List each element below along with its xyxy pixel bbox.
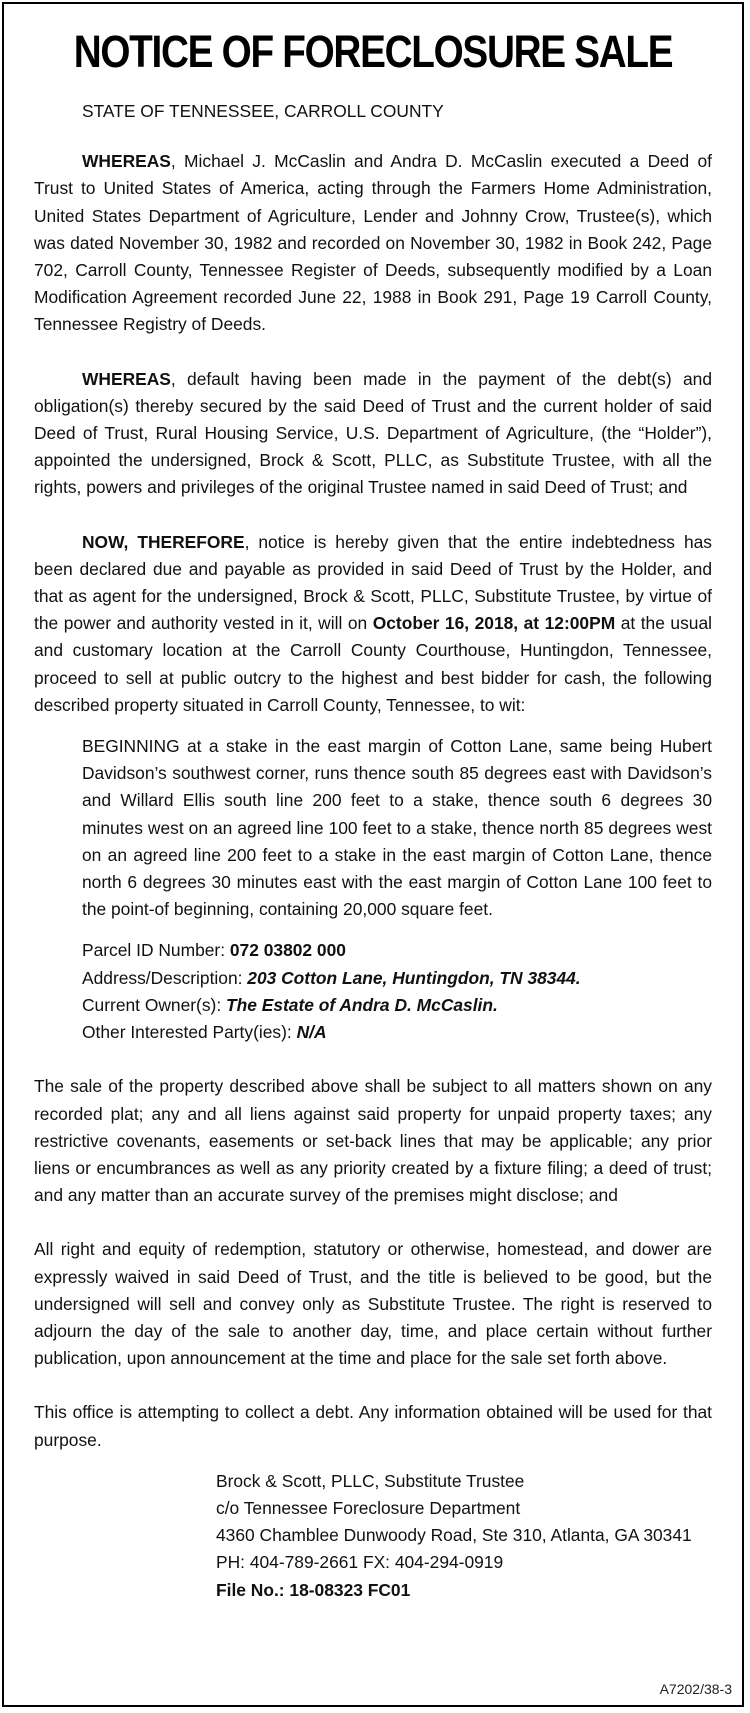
redemption-paragraph: All right and equity of redemption, statutory or otherwise, homestead, and dower are expressly waived in said Deed of Trust, and the title is believed to be good, but the undersigned will sell and convey only as Substitute Trustee. The right is reserved to adjourn the day of the sale to another day, time, and place certain without further publication, upon announcement at the time and place for the sale set forth above. [34, 1239, 712, 1369]
state-county-line: STATE OF TENNESSEE, CARROLL COUNTY [82, 101, 444, 121]
parcel-id-value: 072 03802 000 [229, 940, 346, 961]
now-therefore-text-b: at the usual and customary location at the Carroll County Courthouse, Huntingdon, Tennessee, proceed to sell at public outcry to the highest and best bidder for cash, the following described property situated in Carroll County, Tennessee, to wit: [34, 613, 712, 715]
whereas-paragraph-2 [34, 366, 712, 502]
whereas-paragraph-1 [34, 148, 712, 338]
other-party-label: Other Interested Party(ies): [82, 1022, 297, 1043]
ad-code: A7202/38-3 [659, 1681, 732, 1697]
trustee-signature-block [216, 1468, 712, 1604]
owner-value: The Estate of Andra D. McCaslin. [225, 994, 498, 1015]
parcel-id-label: Parcel ID Number: [82, 940, 230, 961]
sale-subject-paragraph: The sale of the property described above shall be subject to all matters shown on any recorded plat; any and all liens against said property for unpaid property taxes; any restrictive covenants, easements or set-back lines that may be applicable; any prior liens or encumbrances as well as any priority created by a fixture filing; a deed of trust; and any matter than an accurate survey of the premises might disclose; and [34, 1076, 712, 1206]
file-number: File No.: 18-08323 FC01 [216, 1579, 411, 1600]
trustee-phone-fax: PH: 404-789-2661 FX: 404-294-0919 [216, 1552, 504, 1573]
whereas-text-2: , default having been made in the payment of the debt(s) and obligation(s) thereby secured by the said Deed of Trust and the current holder of said Deed of Trust, Rural Housing Service, U.S. Department of Agriculture, (the “Holder”), appointed the undersigned, Brock & Scott, PLLC, as Substitute Trustee, with all the rights, powers and privileges of the original Trustee named in said Deed of Trust; and [34, 368, 712, 498]
owner-label: Current Owner(s): [82, 994, 226, 1015]
now-therefore-paragraph [34, 529, 712, 719]
other-party-value: N/A [296, 1022, 327, 1043]
now-therefore-text-a: , notice is hereby given that the entire indebtedness has been declared due and payable as provided in said Deed of Trust by the Holder, and that as agent for the undersigned, Brock & Scott, PLLC, Substitute Trustee, by virtue of the power and authority vested in it, will on [34, 531, 713, 634]
trustee-department: c/o Tennessee Foreclosure Department [216, 1497, 521, 1518]
whereas-lead-2: WHEREAS [82, 368, 171, 389]
trustee-name: Brock & Scott, PLLC, Substitute Trustee [216, 1470, 525, 1491]
legal-description: BEGINNING at a stake in the east margin of Cotton Lane, same being Hubert Davidson’s southwest corner, runs thence south 85 degrees east with Davidson’s and Willard Ellis south line 200 feet to a stake, thence south 6 degrees 30 minutes west on an agreed line 100 feet to a stake, thence north 85 degrees west on an agreed line 200 feet to a stake in the east margin of Cotton Lane, thence north 6 degrees 30 minutes east with the east margin of Cotton Lane 100 feet to the point-of beginning, containing 20,000 square feet. [82, 736, 712, 920]
notice-title: NOTICE OF FORECLOSURE SALE [73, 26, 673, 77]
address-value: 203 Cotton Lane, Huntingdon, TN 38344. [247, 967, 581, 988]
now-therefore-lead: NOW, THEREFORE [82, 531, 245, 552]
debt-collection-paragraph: This office is attempting to collect a debt. Any information obtained will be used for that purpose. [34, 1402, 712, 1450]
notice-border [2, 2, 744, 1707]
property-details [82, 937, 712, 1046]
trustee-address: 4360 Chamblee Dunwoody Road, Ste 310, Atlanta, GA 30341 [216, 1525, 692, 1546]
owner-line [82, 992, 712, 1019]
sale-date: October 16, 2018, at 12:00PM [372, 613, 616, 634]
notice-body [34, 98, 712, 1604]
address-label: Address/Description: [82, 967, 248, 988]
whereas-lead-1: WHEREAS [82, 151, 171, 172]
whereas-text-1: , Michael J. McCaslin and Andra D. McCaslin executed a Deed of Trust to United States of America, acting through the Farmers Home Administration, United States Department of Agriculture, Lender and Johnny Crow, Trustee(s), which was dated November 30, 1982 and recorded on November 30, 1982 in Book 242, Page 702, Carroll County, Tennessee Register of Deeds, subsequently modified by a Loan Modification Agreement recorded June 22, 1988 in Book 291, Page 19 Carroll County, Tennessee Registry of Deeds. [34, 151, 712, 335]
parcel-id-line [82, 937, 712, 964]
other-party-line [82, 1019, 712, 1046]
address-line [82, 965, 712, 992]
